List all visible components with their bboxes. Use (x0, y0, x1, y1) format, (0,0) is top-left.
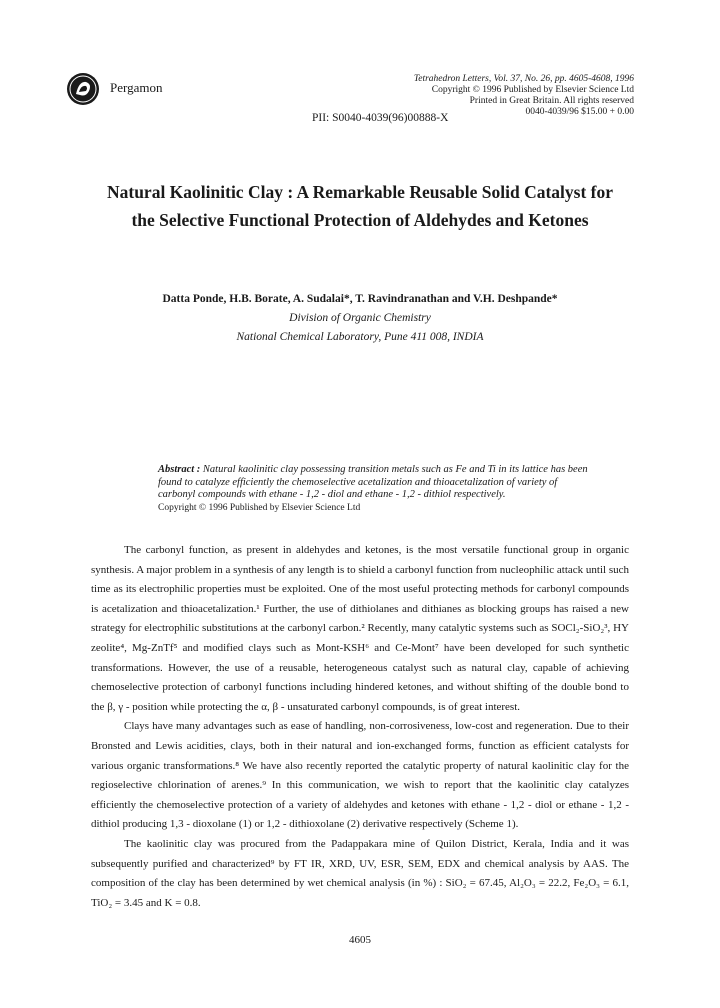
body-paragraph-3: The kaolinitic clay was procured from the Padappakara mine of Quilon District, Kerala, India and it was subsequently purified and characterized⁹ by FT IR, XRD, UV, ESR, SEM, EDX and chemical analysis by AAS. The composition of the clay has been determined by wet chemical analysis (in %) : SiO₂ = 67.45, Al₂O₃ = 22.2, Fe₂O₃ = 6.1, TiO₂ = 3.45 and K = 0.8. (91, 837, 629, 909)
body-paragraph-1: The carbonyl function, as present in aldehydes and ketones, is the most versatile functional group in organic synthesis. A major problem in a synthesis of any length is to shield a carbonyl function from nucleophilic attack until such time as its electrophilic properties must be exploited. One of the most useful protecting methods for carbonyl compounds is acetalization and thioacetalization.¹ Further, the use of dithiolanes and dithianes as blocking groups has raised a new strategy for electrophilic substitutions at the carbonyl carbon.² Recently, many catalytic systems such as SOCl₂-SiO₂³, HY zeolite⁴, Mg-ZnTf⁵ and modified clays such as Mont-KSH⁶ and Ce-Mont⁷ have been developed for such synthetic transformations. However, the use of a reusable, heterogeneous catalyst such as natural clay, capable of achieving chemoselective protection of carbonyl functions including hindered ketones, and without shifting of the double bond to the β, γ - position while protecting the α, β - unsaturated carbonyl compounds, is of great interest. (91, 544, 629, 713)
pergamon-logo-icon (66, 72, 100, 106)
author-block (60, 290, 660, 347)
abstract-copyright: Copyright © 1996 Published by Elsevier Science Ltd (158, 502, 361, 513)
body-paragraph-2: Clays have many advantages such as ease of handling, non-corrosiveness, low-cost and regeneration. Due to their Bronsted and Lewis acidities, clays, both in their natural and ion-exchanged forms, function as efficient catalysts for various organic transformations.⁸ We have also recently reported the catalytic property of natural kaolinitic clay for the regioselective chlorination of arenes.⁹ In this communication, we wish to report that the kaolinitic clay catalyzes efficiently the chemoselective protection of a variety of aldehydes and ketones with ethane - 1,2 - diol or ethane - 1,2 - dithiol producing 1,3 - dioxolane (1) or 1,2 - dithioxolane (2) derivative respectively (Scheme 1). (91, 720, 629, 831)
journal-citation: Tetrahedron Letters, Vol. 37, No. 26, pp. 4605-4608, 1996 (413, 74, 634, 84)
title-line-1: Natural Kaolinitic Clay : A Remarkable Reusable Solid Catalyst for (106, 182, 614, 202)
page-number: 4605 (349, 934, 371, 946)
journal-copyright: Copyright © 1996 Published by Elsevier Science Ltd (431, 85, 634, 95)
journal-printed: Printed in Great Britain. All rights reserved (469, 96, 634, 106)
journal-issn: 0040-4039/96 $15.00 + 0.00 (525, 107, 634, 117)
paper-title (60, 178, 660, 234)
pii-identifier: PII: S0040-4039(96)00888-X (312, 112, 449, 124)
author-division: Division of Organic Chemistry (289, 312, 431, 324)
publisher-name: Pergamon (110, 80, 163, 95)
body-text (91, 541, 629, 913)
author-institution: National Chemical Laboratory, Pune 411 008, INDIA (236, 331, 484, 343)
abstract-text: Natural kaolinitic clay possessing transition metals such as Fe and Ti in its lattice has been found to catalyze efficiently the chemoselective acetalization and thioacetalization of variety of carbonyl compounds with ethane - 1,2 - diol and ethane - 1,2 - dithiol respectively. (158, 464, 588, 500)
author-names: Datta Ponde, H.B. Borate, A. Sudalai*, T. Ravindranathan and V.H. Deshpande* (162, 293, 558, 305)
abstract (158, 464, 594, 514)
title-line-2: the Selective Functional Protection of Aldehydes and Ketones (131, 210, 589, 230)
abstract-label: Abstract : (158, 464, 201, 475)
